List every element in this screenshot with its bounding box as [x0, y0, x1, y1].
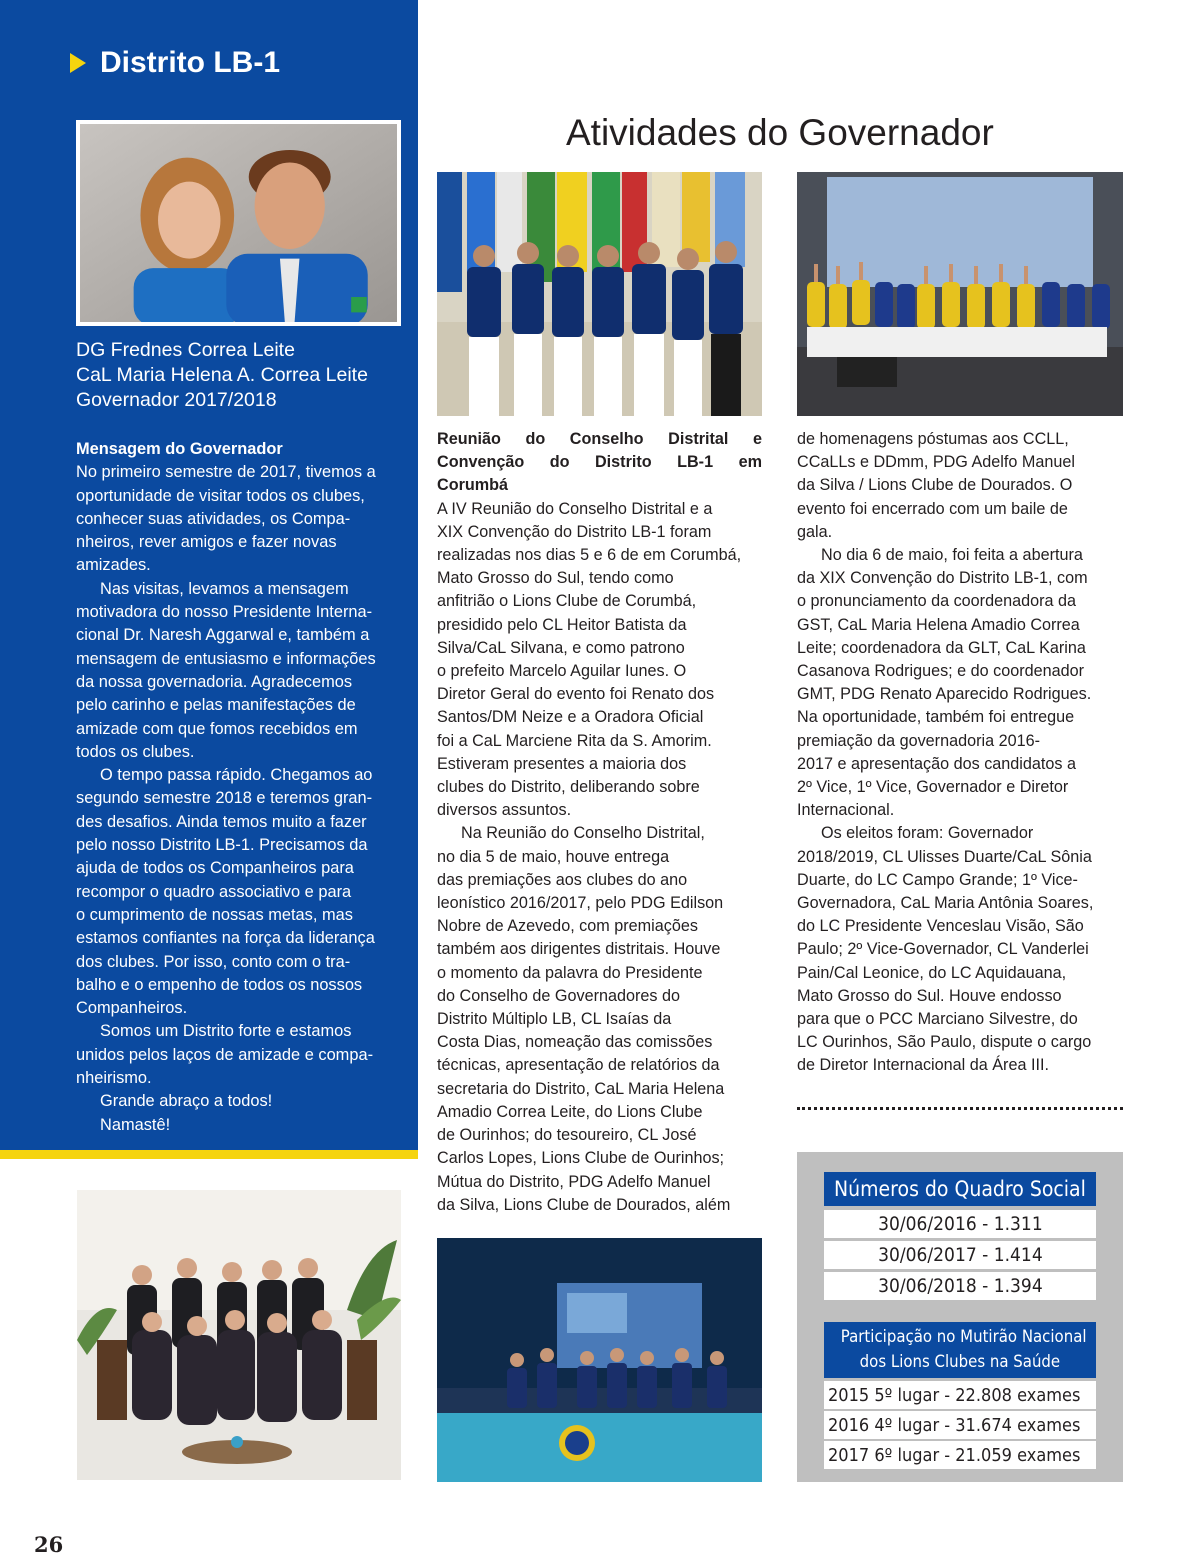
- governor-message: [76, 438, 406, 1137]
- article-line: LC Ourinhos, São Paulo, dispute o cargo: [797, 1033, 1092, 1052]
- quadro-social-title-text: Números do Quadro Social: [834, 1177, 1086, 1201]
- message-line: O tempo passa rápido. Chegamos ao: [100, 766, 373, 785]
- governor-name-line: DG Frednes Correa Leite: [76, 339, 295, 361]
- message-line: Somos um Distrito forte e estamos: [100, 1022, 352, 1041]
- message-line: o cumprimento de nossas metas, mas: [76, 905, 353, 924]
- message-line: todos os clubes.: [76, 742, 195, 761]
- yellow-divider: [0, 1150, 418, 1159]
- page-title: Atividades do Governador: [566, 112, 994, 153]
- article-line: de homenagens póstumas aos CCLL,: [797, 430, 1069, 448]
- article-line: gala.: [797, 522, 833, 541]
- article-line: CCaLLs e DDmm, PDG Adelfo Manuel: [797, 453, 1075, 472]
- article-line: Amadio Correa Leite, do Lions Clube: [437, 1102, 703, 1121]
- article-line: da XIX Convenção do Distrito LB-1, com: [797, 569, 1088, 588]
- article-line: XIX Convenção do Distrito LB-1 foram: [437, 522, 712, 541]
- article-line: Mato Grosso do Sul, tendo como: [437, 569, 674, 588]
- mutirao-value: 2015 5º lugar - 22.808 exames: [828, 1384, 1081, 1406]
- quadro-social-value: 30/06/2016 - 1.311: [877, 1213, 1043, 1235]
- article-line: Costa Dias, nomeação das comissões: [437, 1033, 713, 1052]
- article-line: no dia 5 de maio, houve entrega: [437, 847, 670, 866]
- article-line: Leite; coordenadora da GLT, CaL Karina: [797, 638, 1086, 657]
- quadro-social-row: [824, 1210, 1096, 1238]
- convention-stage-photo: [437, 1238, 762, 1482]
- message-line: dos clubes. Por isso, conto com o tra-: [76, 952, 351, 971]
- stage-group-photo: [797, 172, 1123, 416]
- message-title: Mensagem do Governador: [76, 440, 283, 458]
- article-line: Santos/DM Neize e a Oradora Oficial: [437, 708, 704, 727]
- mutirao-row: [824, 1381, 1096, 1409]
- mutirao-value: 2016 4º lugar - 31.674 exames: [828, 1414, 1081, 1436]
- message-line: Grande abraço a todos!: [100, 1092, 273, 1111]
- article-line: Mútua do Distrito, PDG Adelfo Manuel: [437, 1172, 711, 1191]
- article-line: Distrito Múltiplo LB, CL Isaías da: [437, 1010, 672, 1029]
- article-line: Governadora, CaL Maria Antônia Soares,: [797, 894, 1094, 913]
- article-line: o pronunciamento da coordenadora da: [797, 592, 1076, 611]
- page-number: 26: [34, 1532, 64, 1557]
- governor-names: [76, 338, 406, 413]
- article-line: do Conselho de Governadores do: [437, 986, 680, 1005]
- section-title: Distrito LB-1: [100, 46, 280, 79]
- article-line: Silva/CaL Silvana, e como patrono: [437, 638, 685, 657]
- message-line: amizade com que fomos recebidos em: [76, 719, 358, 738]
- article-line: secretaria do Distrito, CaL Maria Helena: [437, 1079, 725, 1098]
- article-line: leonístico 2016/2017, pelo PDG Edilson: [437, 894, 724, 913]
- article-line: para que o PCC Marciano Silvestre, do: [797, 1010, 1078, 1029]
- mutirao-value: 2017 6º lugar - 21.059 exames: [828, 1444, 1081, 1466]
- governor-name-line: Governador 2017/2018: [76, 389, 277, 411]
- message-line: cional Dr. Naresh Aggarwal e, também a: [76, 626, 370, 645]
- article-line: foi a CaL Marciene Rita da S. Amorim.: [437, 731, 712, 750]
- dotted-separator: [797, 1107, 1123, 1113]
- article-line: Carlos Lopes, Lions Clube de Ourinhos;: [437, 1149, 725, 1168]
- message-line: ajuda de todos os Companheiros para: [76, 859, 354, 878]
- message-line: nheiros, rever amigos e fazer novas: [76, 533, 337, 552]
- message-line: oportunidade de visitar todos os clubes,: [76, 486, 365, 505]
- governor-name-line: CaL Maria Helena A. Correa Leite: [76, 364, 368, 386]
- article-line: No dia 6 de maio, foi feita a abertura: [821, 546, 1083, 565]
- message-line: pelo nosso Distrito LB-1. Precisamos da: [76, 836, 368, 855]
- message-line: recompor o quadro associativo e para: [76, 882, 352, 901]
- message-line: mensagem de entusiasmo e informações: [76, 649, 376, 668]
- article-line: A IV Reunião do Conselho Distrital e a: [437, 499, 713, 518]
- section-header: [70, 40, 280, 86]
- article-line: Na Reunião do Conselho Distrital,: [461, 824, 705, 843]
- article-line: presidido pelo CL Heitor Batista da: [437, 615, 687, 634]
- article-line: realizadas nos dias 5 e 6 de em Corumbá,: [437, 546, 742, 565]
- article-line: 2º Vice, 1º Vice, Governador e Diretor: [797, 778, 1069, 797]
- article-line: do LC Presidente Venceslau Visão, São: [797, 917, 1084, 936]
- article-heading-line: Reunião do Conselho Distrital e: [437, 430, 762, 448]
- article-line: o momento da palavra do Presidente: [437, 963, 703, 982]
- article-line: 2017 e apresentação dos candidatos a: [797, 754, 1076, 773]
- article-line: de Diretor Internacional da Área III.: [797, 1056, 1049, 1075]
- article-line: GMT, PDG Renato Aparecido Rodrigues.: [797, 685, 1092, 704]
- article-line: da Silva, Lions Clube de Dourados, além: [437, 1195, 731, 1214]
- message-line: Namastê!: [100, 1115, 171, 1134]
- message-line: pelo carinho e pelas manifestações de: [76, 696, 356, 715]
- message-line: motivadora do nosso Presidente Interna-: [76, 603, 373, 622]
- message-line: des desafios. Ainda temos muito a fazer: [76, 812, 367, 831]
- message-line: Nas visitas, levamos a mensagem: [100, 579, 349, 598]
- message-line: conhecer suas atividades, os Compa-: [76, 509, 351, 528]
- article-line: evento foi encerrado com um baile de: [797, 499, 1068, 518]
- triangle-bullet-icon: [70, 53, 86, 73]
- officials-flags-photo: [437, 172, 762, 416]
- message-line: estamos confiantes na força da liderança: [76, 929, 375, 948]
- article-heading-line: Corumbá: [437, 476, 509, 495]
- quadro-social-title: [824, 1172, 1096, 1206]
- governor-couple-photo: [76, 120, 401, 326]
- message-line: nheirismo.: [76, 1069, 152, 1088]
- article-column-1: [437, 428, 762, 1217]
- article-line: Na oportunidade, também foi entregue: [797, 708, 1075, 727]
- article-line: Internacional.: [797, 801, 895, 820]
- mutirao-title-line: dos Lions Clubes na Saúde: [859, 1352, 1061, 1372]
- article-line: diversos assuntos.: [437, 801, 572, 820]
- mutirao-title: [824, 1322, 1096, 1378]
- article-line: anfitrião o Lions Clube de Corumbá,: [437, 592, 697, 611]
- article-line: da Silva / Lions Clube de Dourados. O: [797, 476, 1073, 495]
- quadro-social-value: 30/06/2017 - 1.414: [877, 1244, 1043, 1266]
- article-line: Diretor Geral do evento foi Renato dos: [437, 685, 715, 704]
- article-line: Estiveram presentes a maioria dos: [437, 754, 687, 773]
- quadro-social-value: 30/06/2018 - 1.394: [877, 1275, 1043, 1297]
- message-line: Companheiros.: [76, 999, 188, 1018]
- article-line: o prefeito Marcelo Aguilar Iunes. O: [437, 662, 687, 681]
- article-line: premiação da governadoria 2016-: [797, 731, 1040, 750]
- message-line: segundo semestre 2018 e teremos gran-: [76, 789, 373, 808]
- message-line: balho e o empenho de todos os nossos: [76, 975, 363, 994]
- quadro-social-row: [824, 1241, 1096, 1269]
- article-line: de Ourinhos; do tesoureiro, CL José: [437, 1126, 697, 1145]
- article-line: Casanova Rodrigues; e do coordenador: [797, 662, 1085, 681]
- article-line: GST, CaL Maria Helena Amadio Correa: [797, 615, 1080, 634]
- quadro-social-row: [824, 1272, 1096, 1300]
- article-line: Duarte, do LC Campo Grande; 1º Vice-: [797, 870, 1078, 889]
- article-line: Paulo; 2º Vice-Governador, CL Vanderlei: [797, 940, 1089, 959]
- mutirao-row: [824, 1411, 1096, 1439]
- article-line: também aos dirigentes distritais. Houve: [437, 940, 721, 959]
- article-line: técnicas, apresentação de relatórios da: [437, 1056, 720, 1075]
- mutirao-title-line: Participação no Mutirão Nacional: [840, 1327, 1087, 1347]
- article-line: Os eleitos foram: Governador: [821, 824, 1034, 843]
- group-gala-photo: [77, 1190, 401, 1480]
- message-line: da nossa governadoria. Agradecemos: [76, 672, 353, 691]
- article-line: Nobre de Azevedo, com premiações: [437, 917, 698, 936]
- article-line: Pain/Cal Leonice, do LC Aquidauana,: [797, 963, 1067, 982]
- message-line: No primeiro semestre de 2017, tivemos a: [76, 463, 376, 482]
- article-column-2: [797, 428, 1123, 1078]
- article-line: Mato Grosso do Sul. Houve endosso: [797, 986, 1062, 1005]
- article-heading-line: Convenção do Distrito LB-1 em: [437, 453, 762, 472]
- message-line: unidos pelos laços de amizade e compa-: [76, 1045, 374, 1064]
- article-line: das premiações aos clubes do ano: [437, 870, 688, 889]
- article-line: clubes do Distrito, deliberando sobre: [437, 778, 700, 797]
- article-line: 2018/2019, CL Ulisses Duarte/CaL Sônia: [797, 847, 1092, 866]
- mutirao-row: [824, 1441, 1096, 1469]
- message-line: amizades.: [76, 556, 151, 575]
